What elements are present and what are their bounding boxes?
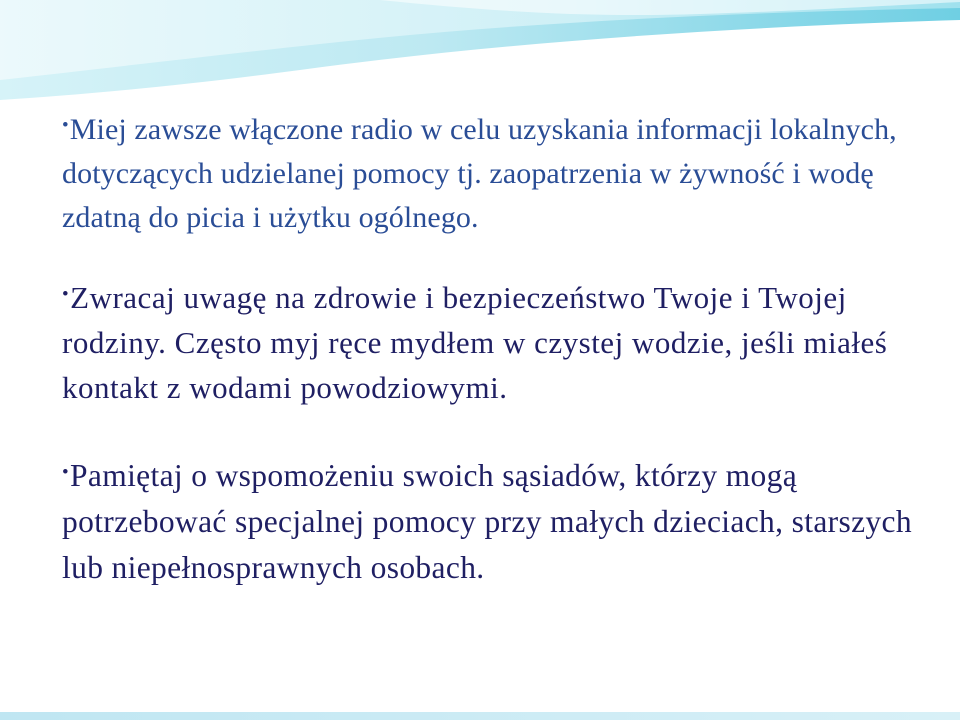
bullet-marker: • xyxy=(62,115,69,136)
slide-body xyxy=(62,104,912,591)
bullet-text: Zwracaj uwagę na zdrowie i bezpieczeństwo Twoje i Twojej rodziny. Często myj ręce mydłem w czystej wodzie, jeśli miałeś kontakt z wodami powodziowymi. xyxy=(62,280,888,405)
footer-band xyxy=(0,712,960,720)
bullet-health-safety xyxy=(62,272,912,410)
bullet-marker: • xyxy=(62,284,70,305)
bullet-radio-info xyxy=(62,104,912,240)
header-wave-decoration xyxy=(0,0,960,100)
bullet-marker: • xyxy=(62,462,70,483)
bullet-help-neighbors xyxy=(62,450,912,591)
bullet-text: Pamiętaj o wspomożeniu swoich sąsiadów, którzy mogą potrzebować specjalnej pomocy przy małych dzieciach, starszych lub niepełnosprawnych osobach. xyxy=(62,458,912,585)
bullet-text: Miej zawsze włączone radio w celu uzyskania informacji lokalnych, dotyczących udzielanej pomocy tj. zaopatrzenia w żywność i wodę zdatną do picia i użytku ogólnego. xyxy=(62,113,897,234)
